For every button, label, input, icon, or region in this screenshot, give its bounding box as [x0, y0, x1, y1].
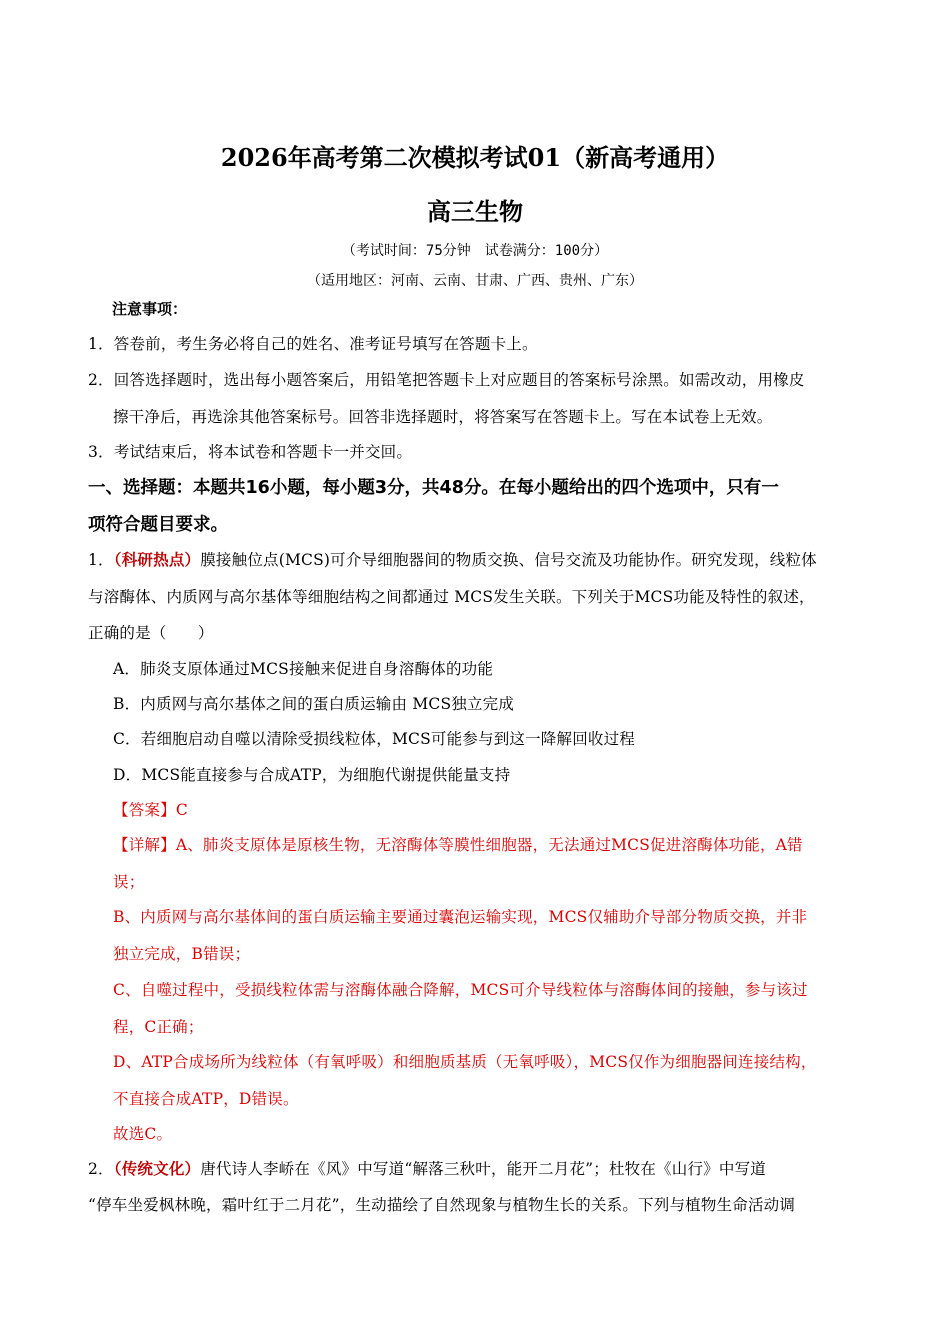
detail-line-2: 误； — [113, 873, 145, 891]
subject-title: 高三生物 — [427, 197, 523, 226]
question-number: 1． — [88, 551, 114, 569]
section-heading: 一、选择题：本题共16小题，每小题3分，共48分。在每小题给出的四个选项中，只有一 — [88, 478, 779, 498]
question-1-stem-cont: 与溶酶体、内质网与高尔基体等细胞结构之间都通过 MCS发生关联。下列关于MCS功能及特性的叙述， — [88, 588, 815, 606]
detail-line-6: 程，C正确； — [113, 1018, 204, 1036]
question-text: 唐代诗人李峤在《风》中写道“解落三秋叶，能开二月花”；杜牧在《山行》中写道 — [200, 1160, 766, 1178]
notice-item-2-cont: 擦干净后，再选涂其他答案标号。回答非选择题时，将答案写在答题卡上。写在本试卷上无效。 — [113, 408, 773, 426]
detail-line-8: 不直接合成ATP，D错误。 — [113, 1090, 299, 1108]
question-tag: （传统文化） — [113, 1159, 201, 1178]
question-number: 2． — [88, 1160, 114, 1178]
question-2-stem — [88, 1157, 766, 1179]
option-a: A．肺炎支原体通过MCS接触来促进自身溶酶体的功能 — [113, 660, 494, 678]
notice-item-2: 2．回答选择题时，选出每小题答案后，用铅笔把答题卡上对应题目的答案标号涂黑。如需改动，用橡皮 — [88, 371, 805, 389]
detail-line-9: 故选C。 — [113, 1125, 173, 1143]
exam-info: （考试时间：75分钟 试卷满分：100分） — [341, 243, 609, 259]
question-1-stem-end: 正确的是（ ） — [88, 624, 214, 642]
option-b: B．内质网与高尔基体之间的蛋白质运输由 MCS独立完成 — [113, 695, 515, 713]
exam-title: 2026年高考第二次模拟考试01（新高考通用） — [220, 143, 730, 172]
question-2-stem-cont: “停车坐爱枫林晚，霜叶红于二月花”，生动描绘了自然现象与植物生长的关系。下列与植物生命活动调 — [88, 1196, 796, 1214]
detail-line-4: 独立完成，B错误； — [113, 945, 251, 963]
detail-line-5: C、自噬过程中，受损线粒体需与溶酶体融合降解，MCS可介导线粒体与溶酶体间的接触，参与该过 — [113, 981, 808, 999]
detail-line-1 — [113, 833, 803, 855]
question-tag: （科研热点） — [113, 550, 201, 569]
question-text: 膜接触位点(MCS)可介导细胞器间的物质交换、信号交流及功能协作。研究发现，线粒体 — [200, 551, 817, 569]
detail-line-3: B、内质网与高尔基体间的蛋白质运输主要通过囊泡运输实现，MCS仅辅助介导部分物质交换，并非 — [113, 908, 808, 926]
answer-label: 【答案】 — [113, 801, 176, 819]
question-1-stem — [88, 548, 817, 570]
detail-label: 【详解】 — [113, 836, 176, 854]
detail-text: A、肺炎支原体是原核生物，无溶酶体等膜性细胞器，无法通过MCS促进溶酶体功能，A错 — [175, 836, 803, 854]
option-d: D．MCS能直接参与合成ATP，为细胞代谢提供能量支持 — [113, 766, 511, 784]
notice-heading: 注意事项： — [112, 300, 188, 318]
answer-line — [113, 798, 188, 820]
notice-item-3: 3．考试结束后，将本试卷和答题卡一并交回。 — [88, 443, 413, 461]
option-c: C．若细胞启动自噬以清除受损线粒体，MCS可能参与到这一降解回收过程 — [113, 730, 636, 748]
answer-value: C — [175, 801, 188, 819]
notice-item-1: 1．答卷前，考生务必将自己的姓名、准考证号填写在答题卡上。 — [88, 335, 538, 353]
section-heading-cont: 项符合题目要求。 — [88, 515, 228, 535]
detail-line-7: D、ATP合成场所为线粒体（有氧呼吸）和细胞质基质（无氧呼吸），MCS仅作为细胞器间连接结构， — [113, 1053, 817, 1071]
applicable-regions: （适用地区：河南、云南、甘肃、广西、贵州、广东） — [307, 273, 643, 289]
